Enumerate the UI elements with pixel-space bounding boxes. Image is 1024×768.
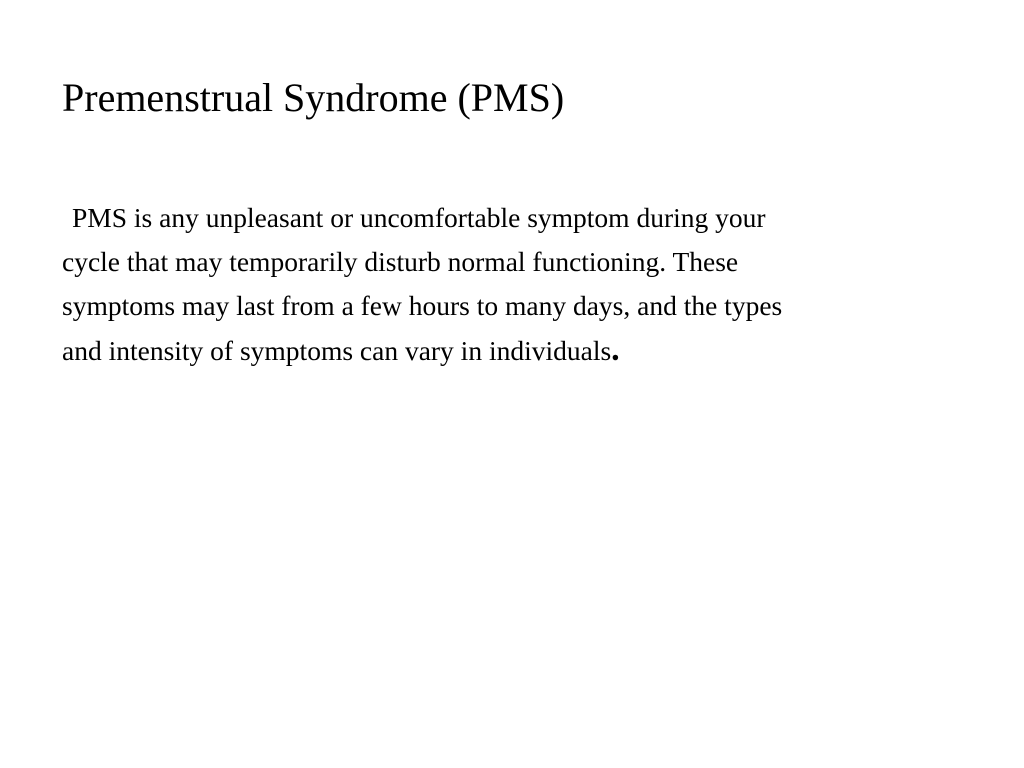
slide-title: Premenstrual Syndrome (PMS) [62,75,565,120]
body-end-period: . [611,331,620,368]
body-line-4-text: and intensity of symptoms can vary in individuals [62,335,612,366]
body-line-4 [62,328,972,373]
body-line-1: PMS is any unpleasant or uncomfortable symptom during your [72,202,766,233]
body-line-2: cycle that may temporarily disturb normal functioning. These [62,246,739,277]
body-line-3: symptoms may last from a few hours to many days, and the types [62,290,783,321]
slide-body-paragraph [62,196,972,373]
